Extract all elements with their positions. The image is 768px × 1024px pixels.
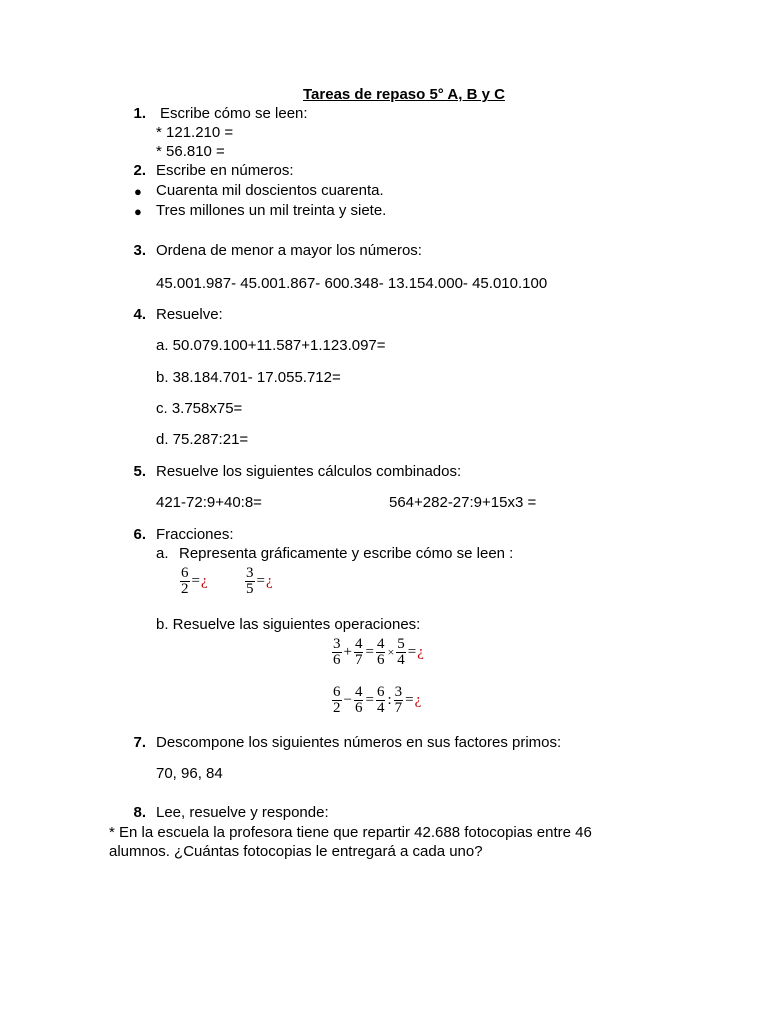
equals-sign: = bbox=[407, 644, 417, 660]
fraction bbox=[394, 685, 404, 716]
item-2-text: Escribe en números: bbox=[156, 162, 294, 179]
item-1-line-a: * 121.210 = bbox=[156, 124, 234, 141]
item-5-calc-a: 421-72:9+40:8= bbox=[156, 494, 262, 511]
plus-sign: + bbox=[343, 644, 352, 660]
item-number-7: 7. bbox=[133, 734, 146, 751]
page-title: Tareas de repaso 5° A, B y C bbox=[303, 86, 505, 103]
fraction-operation-2 bbox=[331, 685, 421, 716]
equals-sign: = bbox=[191, 573, 200, 589]
bullet-icon: ● bbox=[134, 184, 142, 199]
numerator: 3 bbox=[394, 684, 403, 700]
item-4-b: b. 38.184.701- 17.055.712= bbox=[156, 369, 341, 386]
fraction-expression-a2 bbox=[244, 566, 273, 597]
fraction bbox=[376, 685, 386, 716]
numerator: 4 bbox=[354, 636, 363, 652]
item-6-a-text: Representa gráficamente y escribe cómo se leen : bbox=[179, 545, 514, 562]
item-7-numbers: 70, 96, 84 bbox=[156, 765, 223, 782]
item-number-1: 1. bbox=[133, 105, 146, 122]
numerator: 4 bbox=[376, 636, 385, 652]
item-4-a: a. 50.079.100+11.587+1.123.097= bbox=[156, 337, 386, 354]
item-4-c: c. 3.758x75= bbox=[156, 400, 243, 417]
item-1-text: Escribe cómo se leen: bbox=[160, 105, 308, 122]
denominator: 6 bbox=[333, 652, 341, 668]
item-4-text: Resuelve: bbox=[156, 306, 223, 323]
bullet-icon: ● bbox=[134, 204, 142, 219]
denominator: 4 bbox=[376, 700, 385, 716]
item-8-text: Lee, resuelve y responde: bbox=[156, 804, 329, 821]
item-7-text: Descompone los siguientes números en sus factores primos: bbox=[156, 734, 562, 751]
fraction bbox=[332, 637, 342, 668]
item-4-d: d. 75.287:21= bbox=[156, 431, 249, 448]
numerator: 5 bbox=[397, 636, 405, 652]
item-5-calc-b: 564+282-27:9+15x3 = bbox=[389, 494, 537, 511]
question-mark: ¿ bbox=[265, 573, 273, 589]
denominator: 6 bbox=[376, 652, 385, 668]
fraction-expression-a1 bbox=[179, 566, 208, 597]
item-3-text: Ordena de menor a mayor los números: bbox=[156, 242, 422, 259]
item-6-a-letter: a. bbox=[156, 545, 169, 562]
denominator: 2 bbox=[181, 581, 189, 597]
times-sign: × bbox=[387, 645, 395, 659]
item-6-b-text: b. Resuelve las siguientes operaciones: bbox=[156, 616, 421, 633]
fraction bbox=[396, 637, 406, 668]
item-8-problem-line-1: * En la escuela la profesora tiene que repartir 42.688 fotocopias entre 46 bbox=[109, 824, 592, 841]
equals-sign: = bbox=[405, 692, 414, 708]
item-3-numbers: 45.001.987- 45.001.867- 600.348- 13.154.000- 45.010.100 bbox=[156, 275, 548, 292]
numerator: 6 bbox=[333, 684, 341, 700]
division-sign: : bbox=[387, 692, 392, 708]
item-number-8: 8. bbox=[133, 804, 146, 821]
denominator: 7 bbox=[354, 652, 363, 668]
numerator: 3 bbox=[246, 565, 254, 581]
denominator: 4 bbox=[397, 652, 405, 668]
item-number-2: 2. bbox=[133, 162, 146, 179]
question-mark: ¿ bbox=[417, 644, 424, 660]
item-number-5: 5. bbox=[133, 463, 146, 480]
item-number-6: 6. bbox=[133, 526, 146, 543]
item-2-bullet-a: Cuarenta mil doscientos cuarenta. bbox=[156, 182, 384, 199]
question-mark: ¿ bbox=[414, 692, 422, 708]
fraction-operation-1 bbox=[331, 637, 424, 668]
denominator: 6 bbox=[354, 700, 363, 716]
denominator: 2 bbox=[333, 700, 341, 716]
item-2-bullet-b: Tres millones un mil treinta y siete. bbox=[156, 202, 387, 219]
numerator: 3 bbox=[333, 636, 341, 652]
numerator: 4 bbox=[354, 684, 363, 700]
item-number-3: 3. bbox=[133, 242, 146, 259]
numerator: 6 bbox=[376, 684, 385, 700]
fraction bbox=[354, 637, 364, 668]
denominator: 5 bbox=[246, 581, 254, 597]
question-mark: ¿ bbox=[200, 573, 208, 589]
fraction bbox=[354, 685, 364, 716]
item-number-4: 4. bbox=[133, 306, 146, 323]
equals-sign: = bbox=[365, 644, 374, 660]
equals-sign: = bbox=[365, 692, 374, 708]
fraction bbox=[245, 566, 255, 597]
fraction bbox=[180, 566, 190, 597]
item-5-text: Resuelve los siguientes cálculos combinados: bbox=[156, 463, 462, 480]
minus-sign: − bbox=[343, 692, 352, 708]
equals-sign: = bbox=[256, 573, 265, 589]
numerator: 6 bbox=[181, 565, 189, 581]
item-6-text: Fracciones: bbox=[156, 526, 234, 543]
item-8-problem-line-2: alumnos. ¿Cuántas fotocopias le entregará a cada uno? bbox=[109, 843, 483, 860]
denominator: 7 bbox=[394, 700, 403, 716]
fraction bbox=[376, 637, 386, 668]
item-1-line-b: * 56.810 = bbox=[156, 143, 225, 160]
fraction bbox=[332, 685, 342, 716]
